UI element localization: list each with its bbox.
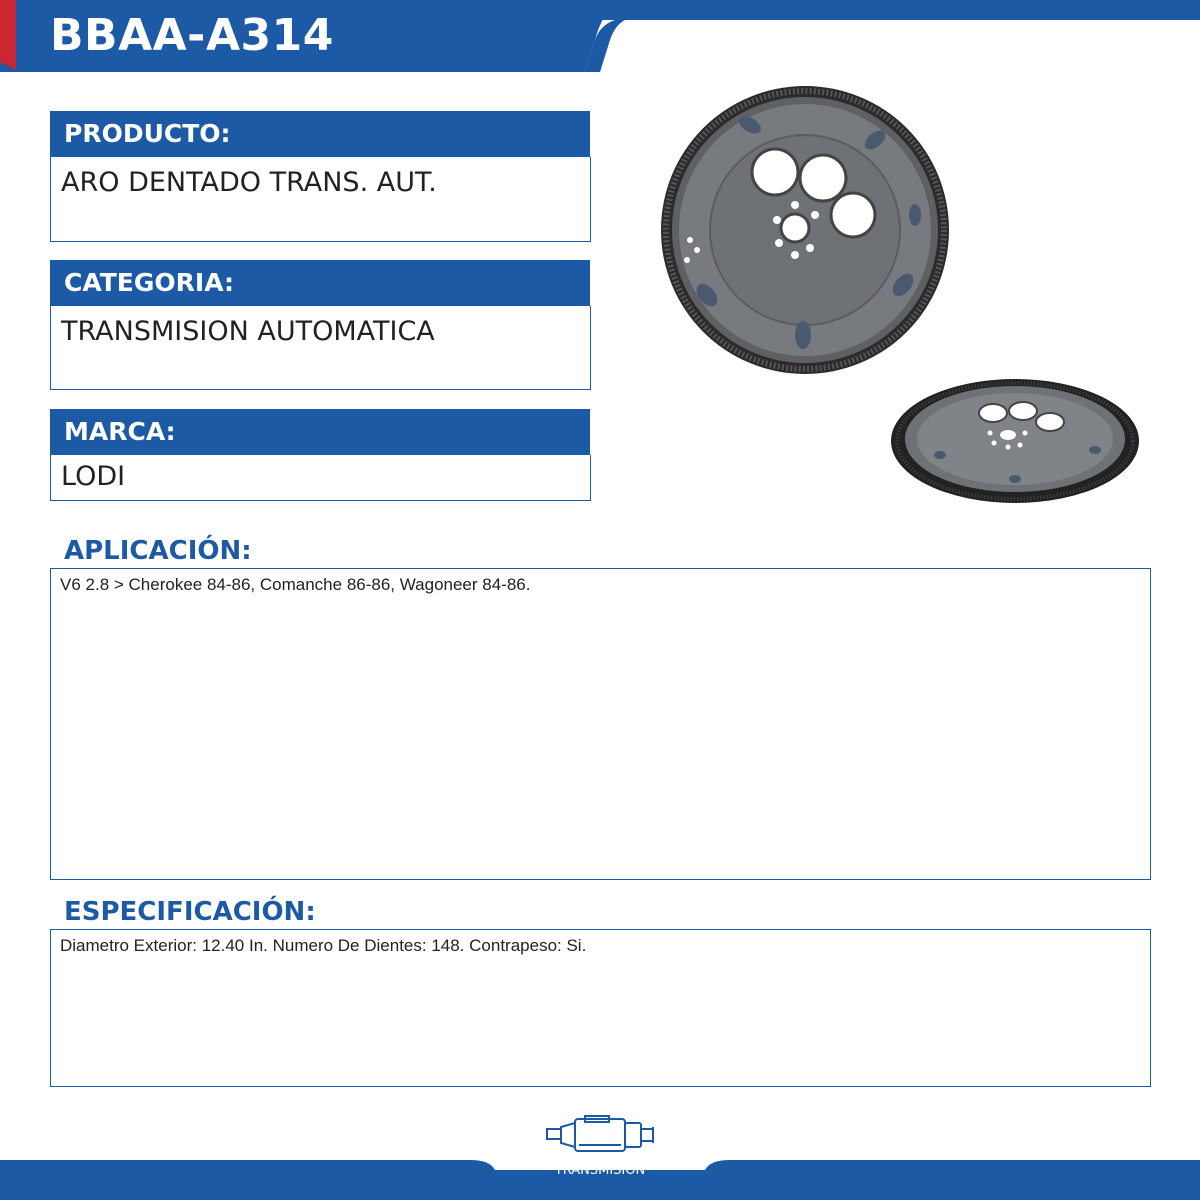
aplicacion-box [50, 568, 1151, 880]
footer-category-label: TRANSMISION [554, 1163, 646, 1178]
flexplate-angle-image [890, 375, 1140, 505]
especificacion-title: ESPECIFICACIÓN: [64, 897, 316, 927]
flexplate-front-image [655, 85, 955, 385]
especificacion-text: Diametro Exterior: 12.40 In. Numero De Dientes: 148. Contrapeso: Si. [60, 936, 587, 955]
categoria-label: CATEGORIA: [50, 260, 590, 306]
marca-label: MARCA: [50, 409, 590, 455]
especificacion-box [50, 929, 1151, 1087]
producto-label: PRODUCTO: [50, 111, 590, 157]
aplicacion-title: APLICACIÓN: [64, 536, 252, 566]
product-sku-title: BBAA-A314 [50, 10, 334, 61]
aplicacion-text: V6 2.8 > Cherokee 84-86, Comanche 86-86, Wagoneer 84-86. [60, 575, 531, 594]
categoria-value: TRANSMISION AUTOMATICA [50, 306, 591, 390]
transmission-icon [545, 1115, 657, 1155]
producto-value: ARO DENTADO TRANS. AUT. [50, 157, 591, 242]
marca-value: LODI [50, 455, 591, 501]
